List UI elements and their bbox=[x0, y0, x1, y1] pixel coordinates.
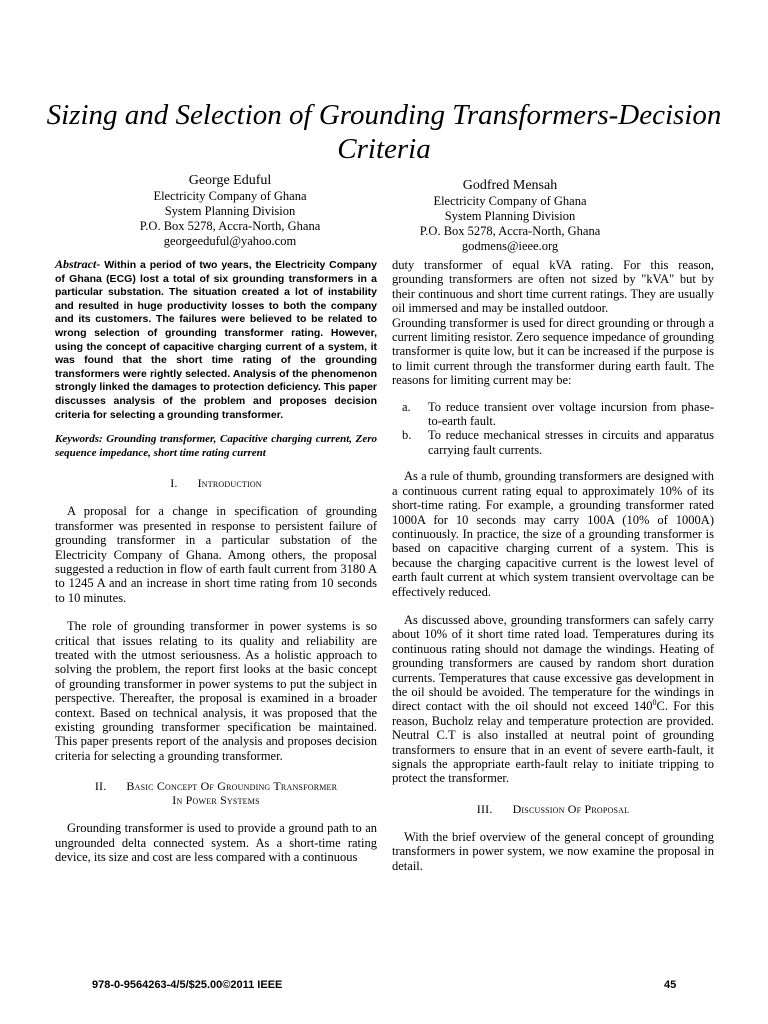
paper-title: Sizing and Selection of Grounding Transformers-Decision Criteria bbox=[46, 99, 722, 165]
author-block-2 bbox=[385, 177, 635, 254]
section-heading-discussion bbox=[392, 802, 714, 816]
author-division: System Planning Division bbox=[164, 204, 296, 218]
author-block-1 bbox=[105, 172, 355, 249]
list-item bbox=[392, 400, 714, 429]
degree-superscript: 0 bbox=[652, 698, 657, 708]
section-title: Introduction bbox=[197, 476, 262, 491]
section-heading-introduction bbox=[55, 476, 377, 490]
list-text: To reduce mechanical stresses in circuits and apparatus carrying fault currents. bbox=[428, 428, 714, 457]
list-item bbox=[392, 428, 714, 457]
paragraph: As a rule of thumb, grounding transformers are designed with a continuous current rating equal to approximately 10% of its short-time rating. For example, a grounding transformer rated 1000A for 10 seconds may carry 100A (10% of 1000A) continuously. In practice, the size of a grounding transformer is based on capacitive charging current of a system. This is because the charging capacitive current is the lowest level of earth fault current at which system transient overvoltage can be effectively reduced. bbox=[392, 469, 714, 599]
abstract-text: Within a period of two years, the Electricity Company of Ghana (ECG) lost a total of six grounding transformers in a particular substation. The situation created a lot of instability and resulted in huge productivity losses to both the company and its customers. The failures were believed to be related to wrong selection of grounding transformer rating. However, using the concept of capacitive charging current of a system, it was found that the short time rating of the grounding transformers were rightly selected. Analysis of the phenomenon strongly linked the damages to protection deficiency. This paper discusses analysis of the problem and proposes decision criteria for selecting a grounding transformer. bbox=[55, 259, 378, 421]
paragraph-text: As discussed above, grounding transformers can safely carry about 10% of it short time rated load. Temperatures during its continuous rating should not damage the windings. Heating of grounding transformers are caused by random short duration currents. Temperatures that cause excessive gas development in the oil should be avoided. The temperature for the windings in direct contact with the oil should not exceed 140 bbox=[392, 612, 714, 714]
section-heading-basic-concept bbox=[55, 779, 377, 807]
paragraph: Grounding transformer is used for direct grounding or through a current limiting resistor. Zero sequence impedance of grounding transformer is quite low, but it can be increased if the purpose is to limit current through the transformer during earth fault. The reasons for limiting current may be: bbox=[392, 315, 714, 388]
left-column bbox=[55, 258, 377, 878]
section-number: III. bbox=[476, 801, 493, 816]
reasons-list bbox=[392, 400, 714, 458]
paragraph: duty transformer of equal kVA rating. For this reason, grounding transformers are often not sized by "kVA" but by their continuous and short time current ratings. They are usually oil immersed and may be installed outdoor. bbox=[392, 258, 714, 316]
section-number: I. bbox=[170, 476, 178, 491]
author-name: George Eduful bbox=[188, 173, 272, 188]
author-address: P.O. Box 5278, Accra-North, Ghana bbox=[139, 219, 321, 233]
section-number: II. bbox=[94, 779, 107, 794]
author-name: Godfred Mensah bbox=[462, 178, 558, 193]
list-text: To reduce transient over voltage incursion from phase-to-earth fault. bbox=[428, 399, 714, 429]
paragraph: A proposal for a change in specification of grounding transformer was presented in response to persistent failure of grounding transformer in a particular substation of the Electricity Company of Ghana. Among others, the proposal suggested a reduction in flow of earth fault current from 3180 A to 1245 A and an increase in short time rating from 10 seconds to 10 minutes. bbox=[55, 504, 377, 605]
section-title: Discussion Of Proposal bbox=[512, 801, 630, 816]
author-division: System Planning Division bbox=[444, 209, 576, 223]
author-address: P.O. Box 5278, Accra-North, Ghana bbox=[419, 224, 601, 238]
abstract-label: Abstract- bbox=[55, 257, 101, 271]
abstract bbox=[55, 258, 377, 422]
author-email[interactable]: georgeeduful@yahoo.com bbox=[163, 234, 297, 248]
paragraph bbox=[392, 613, 714, 786]
page-number: 45 bbox=[664, 979, 677, 991]
keywords: Keywords: Grounding transformer, Capacitive charging current, Zero sequence impedance, short time rating current bbox=[55, 433, 377, 459]
author-org: Electricity Company of Ghana bbox=[433, 194, 587, 208]
paragraph: With the brief overview of the general concept of grounding transformers in power system, we now examine the proposal in detail. bbox=[392, 829, 714, 873]
paragraph: The role of grounding transformer in power systems is so critical that issues relating to its quality and reliability are treated with the utmost seriousness. As a holistic approach to solving the problem, the report first looks at the basic concept of grounding transformer in power systems to put the subject in perspective. Thereafter, the proposal is examined in a broader context. Based on technical analysis, it was proposed that the existing grounding transformer specification be maintained. This paper presents report of the analysis and proposes decision criteria for selecting a grounding transformer. bbox=[55, 619, 377, 763]
paragraph-text: C. For this reason, Bucholz relay and temperature protection are provided. Neutral C.T is also installed at neutral point of grounding transformers to ensure that in an event of severe earth-fault, it signals the appropriate earth-fault relay to initiate tripping to protect the transformer. bbox=[392, 699, 714, 786]
footer-copyright: 978-0-9564263-4/5/$25.00©2011 IEEE bbox=[92, 979, 283, 991]
section-title-line2: In Power Systems bbox=[172, 793, 260, 808]
list-marker: a. bbox=[402, 399, 411, 414]
paragraph: Grounding transformer is used to provide a ground path to an ungrounded delta connected system. As a short-time rating device, its size and cost are less compared with a continuous bbox=[55, 821, 377, 865]
author-email[interactable]: godmens@ieee.org bbox=[461, 239, 559, 253]
list-marker: b. bbox=[402, 428, 412, 443]
author-org: Electricity Company of Ghana bbox=[153, 189, 307, 203]
section-title-line1: Basic Concept Of Grounding Transformer bbox=[126, 779, 338, 794]
right-column bbox=[392, 258, 714, 887]
